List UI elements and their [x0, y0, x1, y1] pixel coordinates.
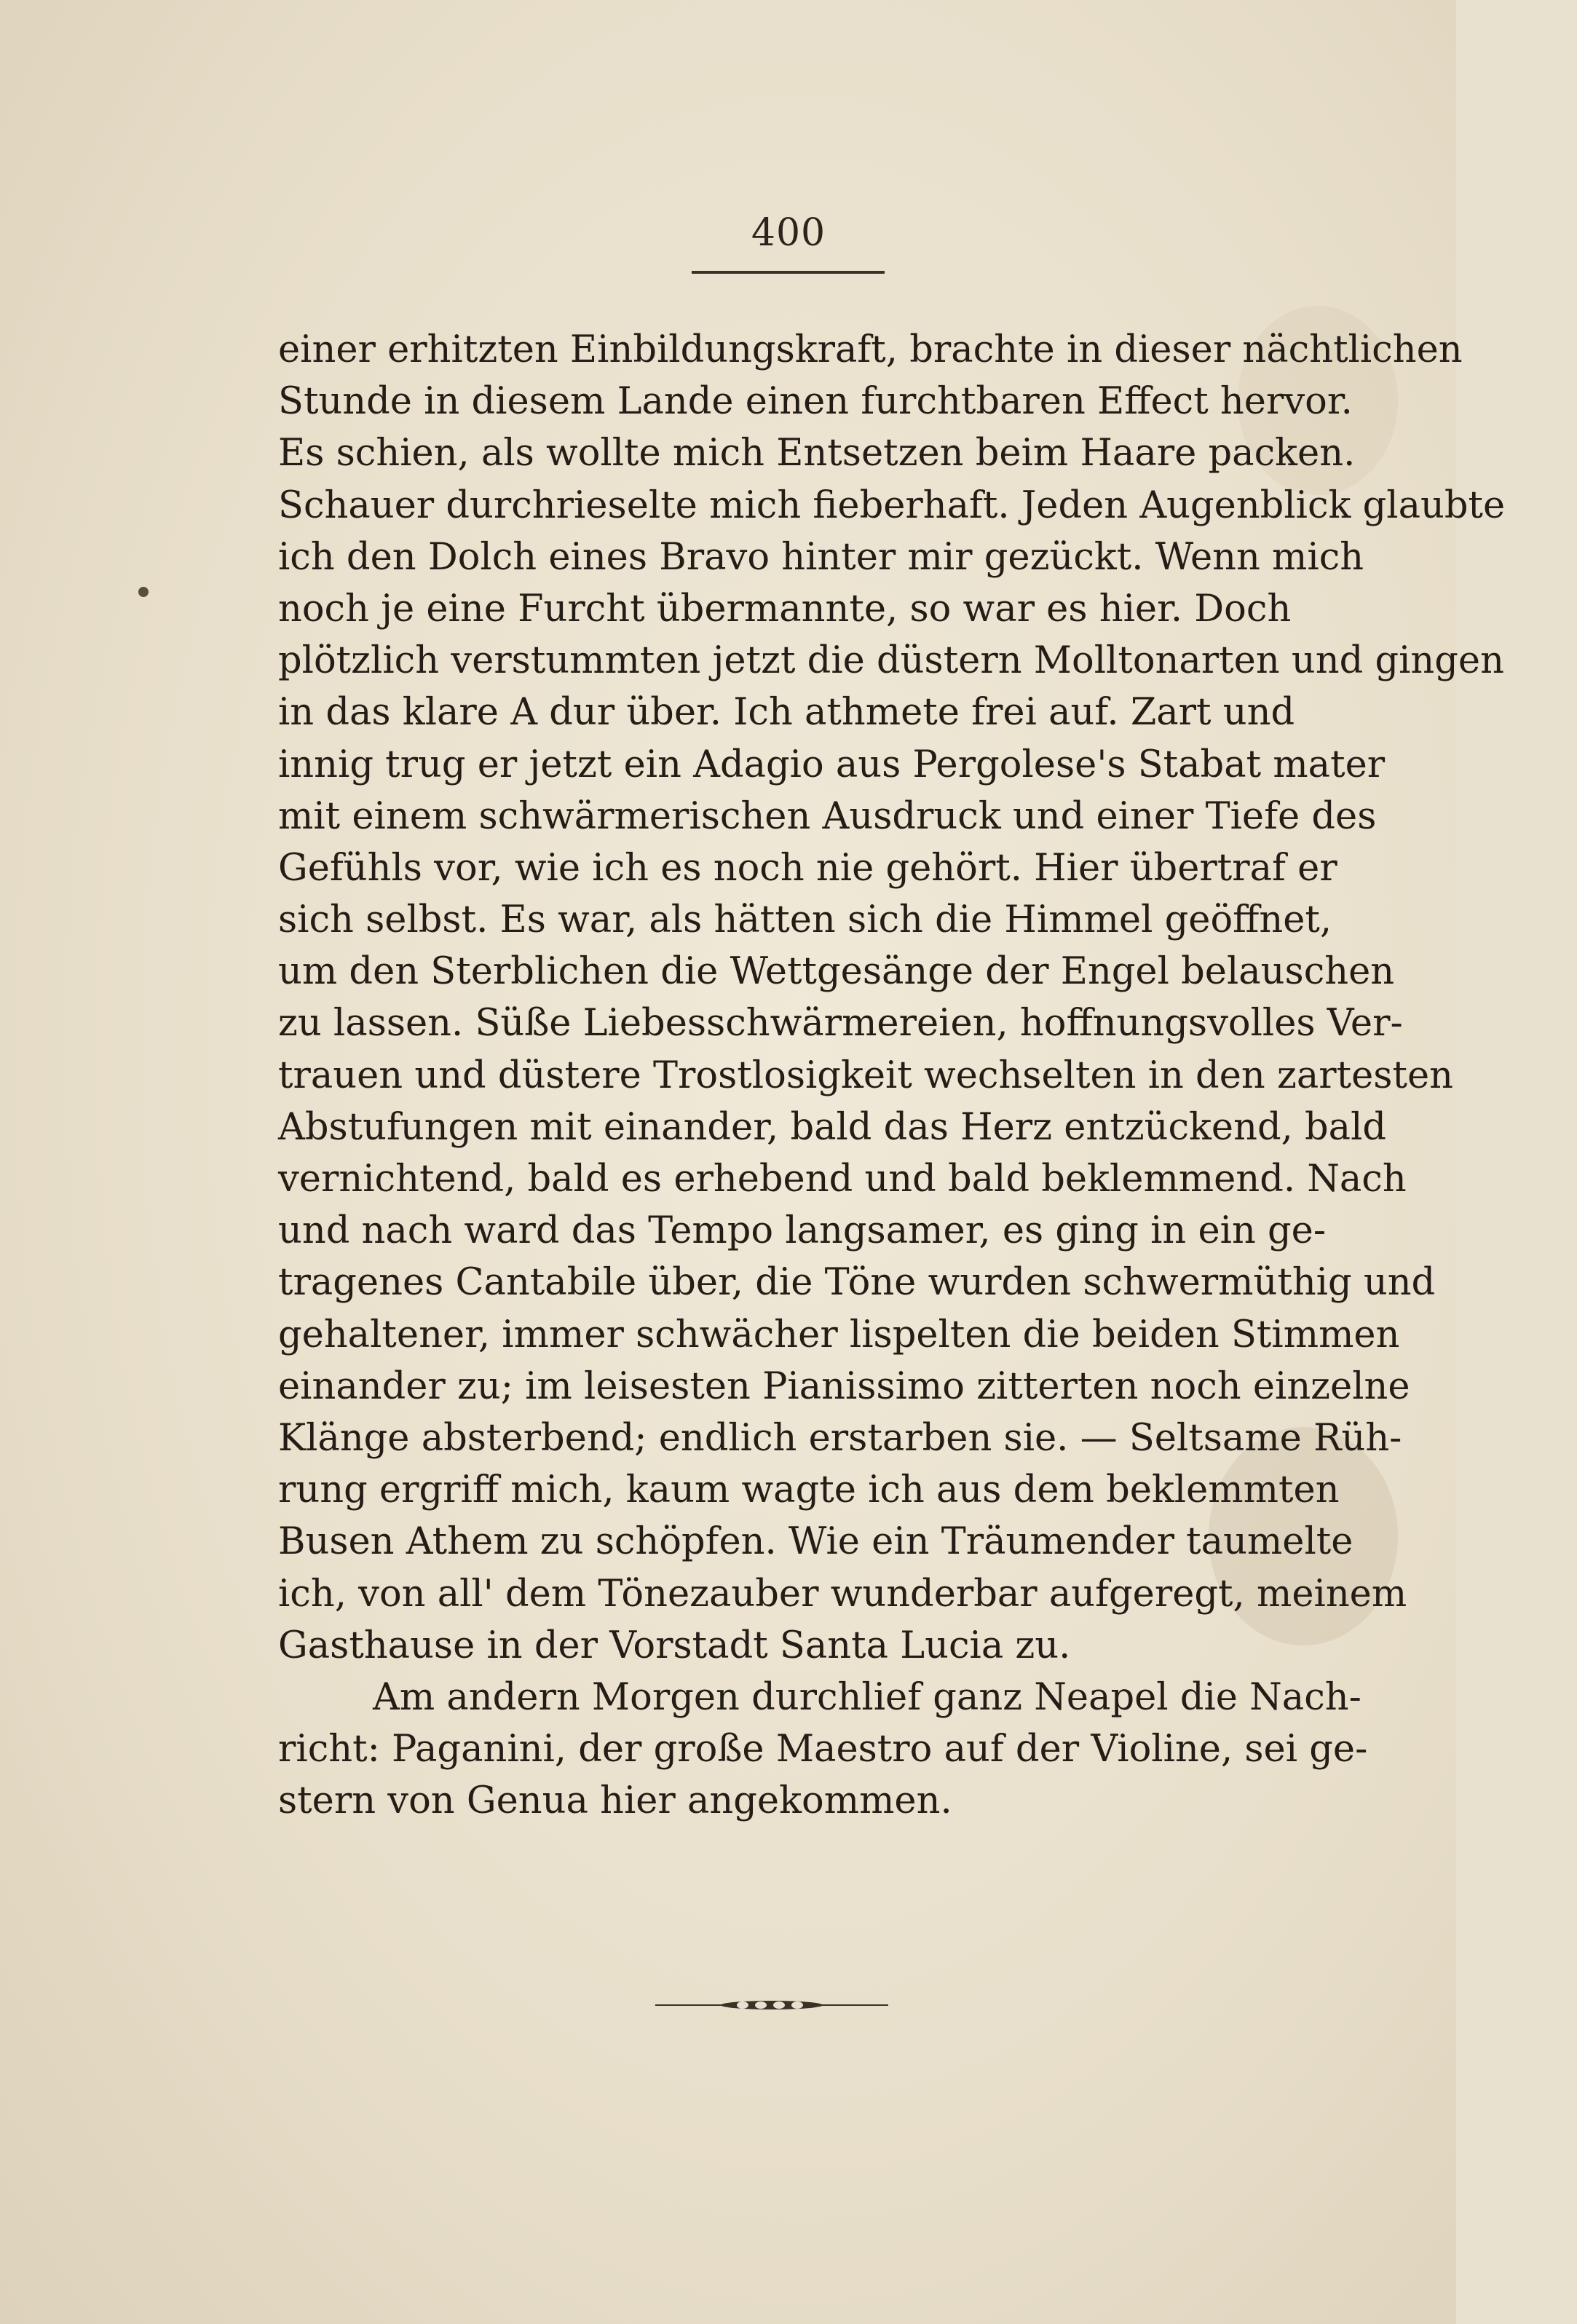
text-line: und nach ward das Tempo langsamer, es ging in ein ge- [278, 1209, 1327, 1253]
text-line: zu lassen. Süße Liebesschwärmereien, hoffnungsvolles Ver- [278, 1002, 1403, 1046]
text-line: einander zu; im leisesten Pianissimo zitterten noch einzelne [278, 1364, 1410, 1408]
text-line: in das klare A dur über. Ich athmete frei auf. Zart und [278, 691, 1295, 735]
text-line: sich selbst. Es war, als hätten sich die Himmel geöffnet, [278, 898, 1332, 942]
text-line: ich den Dolch eines Bravo hinter mir gezückt. Wenn mich [278, 535, 1364, 579]
text-line: Busen Athem zu schöpfen. Wie ein Träumender taumelte [278, 1520, 1353, 1564]
text-line: Gasthause in der Vorstadt Santa Lucia zu. [278, 1624, 1071, 1667]
ink-dot [138, 587, 149, 597]
text-line: Schauer durchrieselte mich fieberhaft. Jeden Augenblick glaubte [278, 483, 1506, 527]
text-line: plötzlich verstummten jetzt die düstern Molltonarten und gingen [278, 639, 1504, 683]
text-line: einer erhitzten Einbildungskraft, brachte in dieser nächtlichen [278, 328, 1463, 371]
text-line: ich, von all' dem Tönezauber wunderbar aufgeregt, meinem [278, 1572, 1407, 1616]
text-line: trauen und düstere Trostlosigkeit wechselten in den zartesten [278, 1054, 1453, 1097]
text-line: Es schien, als wollte mich Entsetzen beim Haare packen. [278, 432, 1356, 475]
text-line: Stunde in diesem Lande einen furchtbaren Effect hervor. [278, 380, 1353, 424]
text-line: um den Sterblichen die Wettgesänge der Engel belauschen [278, 950, 1395, 994]
ornament-divider [655, 1996, 888, 2014]
text-line: Gefühls vor, wie ich es noch nie gehört. Hier übertraf er [278, 846, 1337, 890]
text-line: mit einem schwärmerischen Ausdruck und einer Tiefe des [278, 794, 1377, 838]
text-line: noch je eine Furcht übermannte, so war es hier. Doch [278, 587, 1292, 631]
text-line: innig trug er jetzt ein Adagio aus Pergolese's Stabat mater [278, 743, 1386, 786]
text-line: Klänge absterbend; endlich erstarben sie. — Seltsame Rüh- [278, 1416, 1402, 1460]
header-rule [692, 271, 885, 274]
text-line: vernichtend, bald es erhebend und bald beklemmend. Nach [278, 1158, 1407, 1201]
page-number: 400 [751, 211, 826, 255]
text-line: gehaltener, immer schwächer lispelten die beiden Stimmen [278, 1313, 1400, 1356]
text-line: richt: Paganini, der große Maestro auf der Violine, sei ge- [278, 1728, 1368, 1771]
text-line: Abstufungen mit einander, bald das Herz entzückend, bald [278, 1105, 1387, 1149]
text-line: stern von Genua hier angekommen. [278, 1779, 952, 1823]
text-line: rung ergriff mich, kaum wagte ich aus dem beklemmten [278, 1469, 1340, 1512]
text-line: Am andern Morgen durchlief ganz Neapel die Nach- [373, 1675, 1361, 1719]
text-line: tragenes Cantabile über, die Töne wurden schwermüthig und [278, 1261, 1436, 1305]
body-text [278, 324, 1506, 1827]
